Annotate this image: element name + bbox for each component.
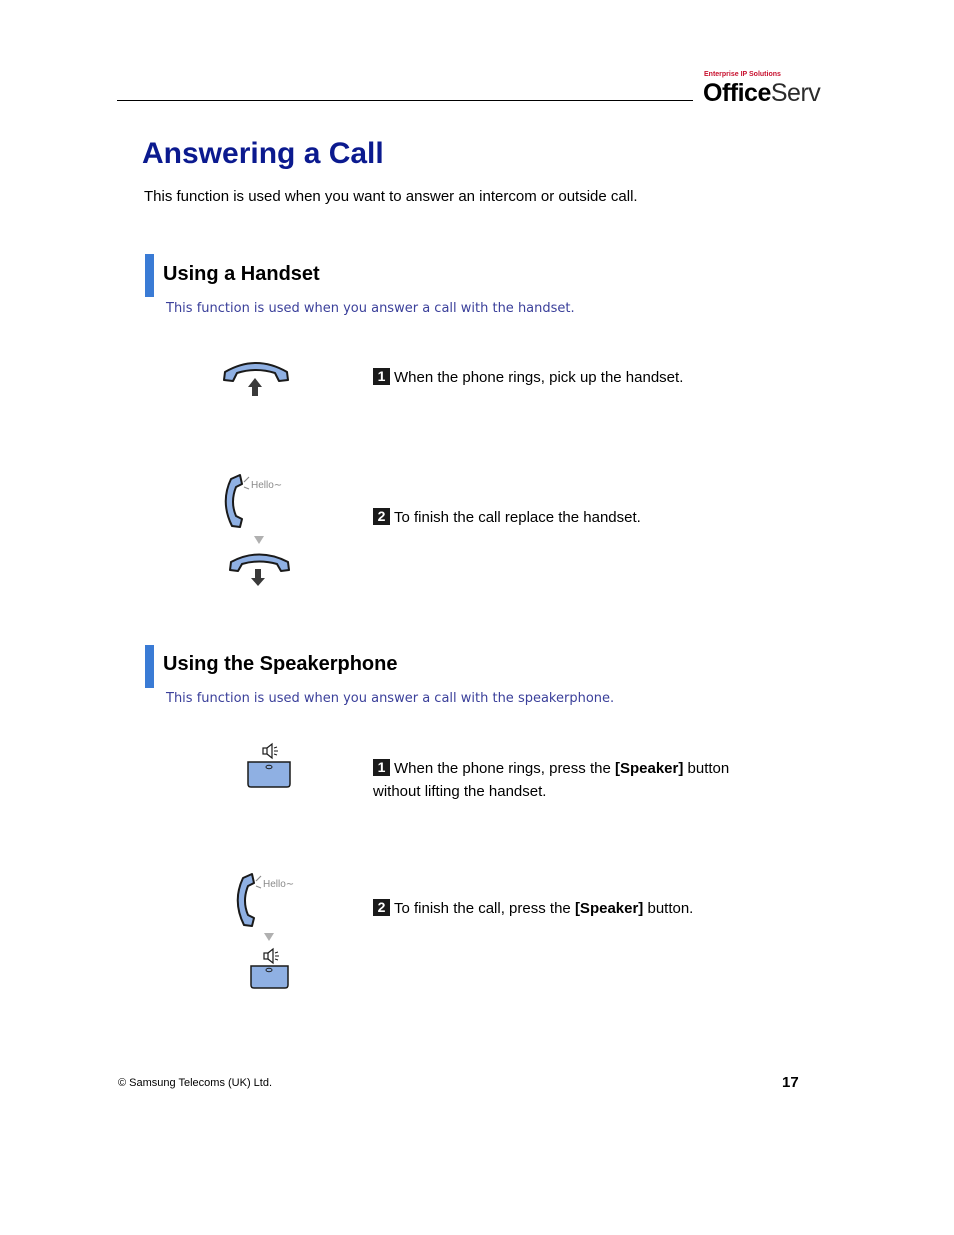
step-text: When the phone rings, pick up the handset. [394, 369, 684, 386]
section-title-speakerphone: Using the Speakerphone [163, 653, 398, 675]
handset-step-2 [373, 506, 641, 529]
page-number: 17 [782, 1074, 799, 1091]
step-number: 1 [373, 759, 390, 776]
brand-part-1: Office [703, 79, 771, 107]
hello-label: Hello∼ [251, 480, 283, 491]
step-number: 2 [373, 508, 390, 525]
down-arrow-icon [253, 535, 265, 545]
speaker-step-2 [373, 897, 693, 920]
page-title: Answering a Call [142, 137, 384, 170]
section-accent-bar [145, 254, 154, 297]
step-text: To finish the call replace the handset. [394, 509, 641, 526]
footer-copyright: © Samsung Telecoms (UK) Ltd. [118, 1077, 273, 1089]
brand-tagline: Enterprise IP Solutions [704, 71, 781, 78]
handset-replace-icon [228, 550, 292, 590]
down-arrow-icon [263, 932, 275, 942]
hello-label: Hello∼ [263, 879, 295, 890]
step-number: 2 [373, 899, 390, 916]
speaker-key-label: [Speaker] [574, 900, 644, 917]
step-text: button [683, 760, 730, 777]
officeserv-logo [703, 79, 820, 108]
page-intro: This function is used when you want to answer an intercom or outside call. [144, 188, 638, 205]
step-text-line2: without lifting the handset. [373, 783, 547, 800]
step-text: When the phone rings, press the [394, 760, 615, 777]
handset-step-1 [373, 366, 683, 389]
step-text: To finish the call, press the [394, 900, 575, 917]
section-title-handset: Using a Handset [163, 263, 320, 285]
speaker-key-label: [Speaker] [614, 760, 684, 777]
speaker-button-icon [249, 948, 293, 992]
speaker-button-icon [246, 743, 294, 791]
section-subtitle-speakerphone: This function is used when you answer a call with the speakerphone. [166, 691, 615, 706]
section-accent-bar [145, 645, 154, 688]
step-number: 1 [373, 368, 390, 385]
handset-in-use-icon [232, 871, 312, 931]
speaker-step-1 [373, 757, 729, 803]
section-subtitle-handset: This function is used when you answer a call with the handset. [166, 301, 575, 316]
handset-lift-icon [222, 358, 292, 398]
header-rule [117, 100, 693, 101]
handset-in-use-icon [220, 472, 300, 532]
brand-part-2: Serv [770, 79, 821, 107]
step-text: button. [643, 900, 694, 917]
